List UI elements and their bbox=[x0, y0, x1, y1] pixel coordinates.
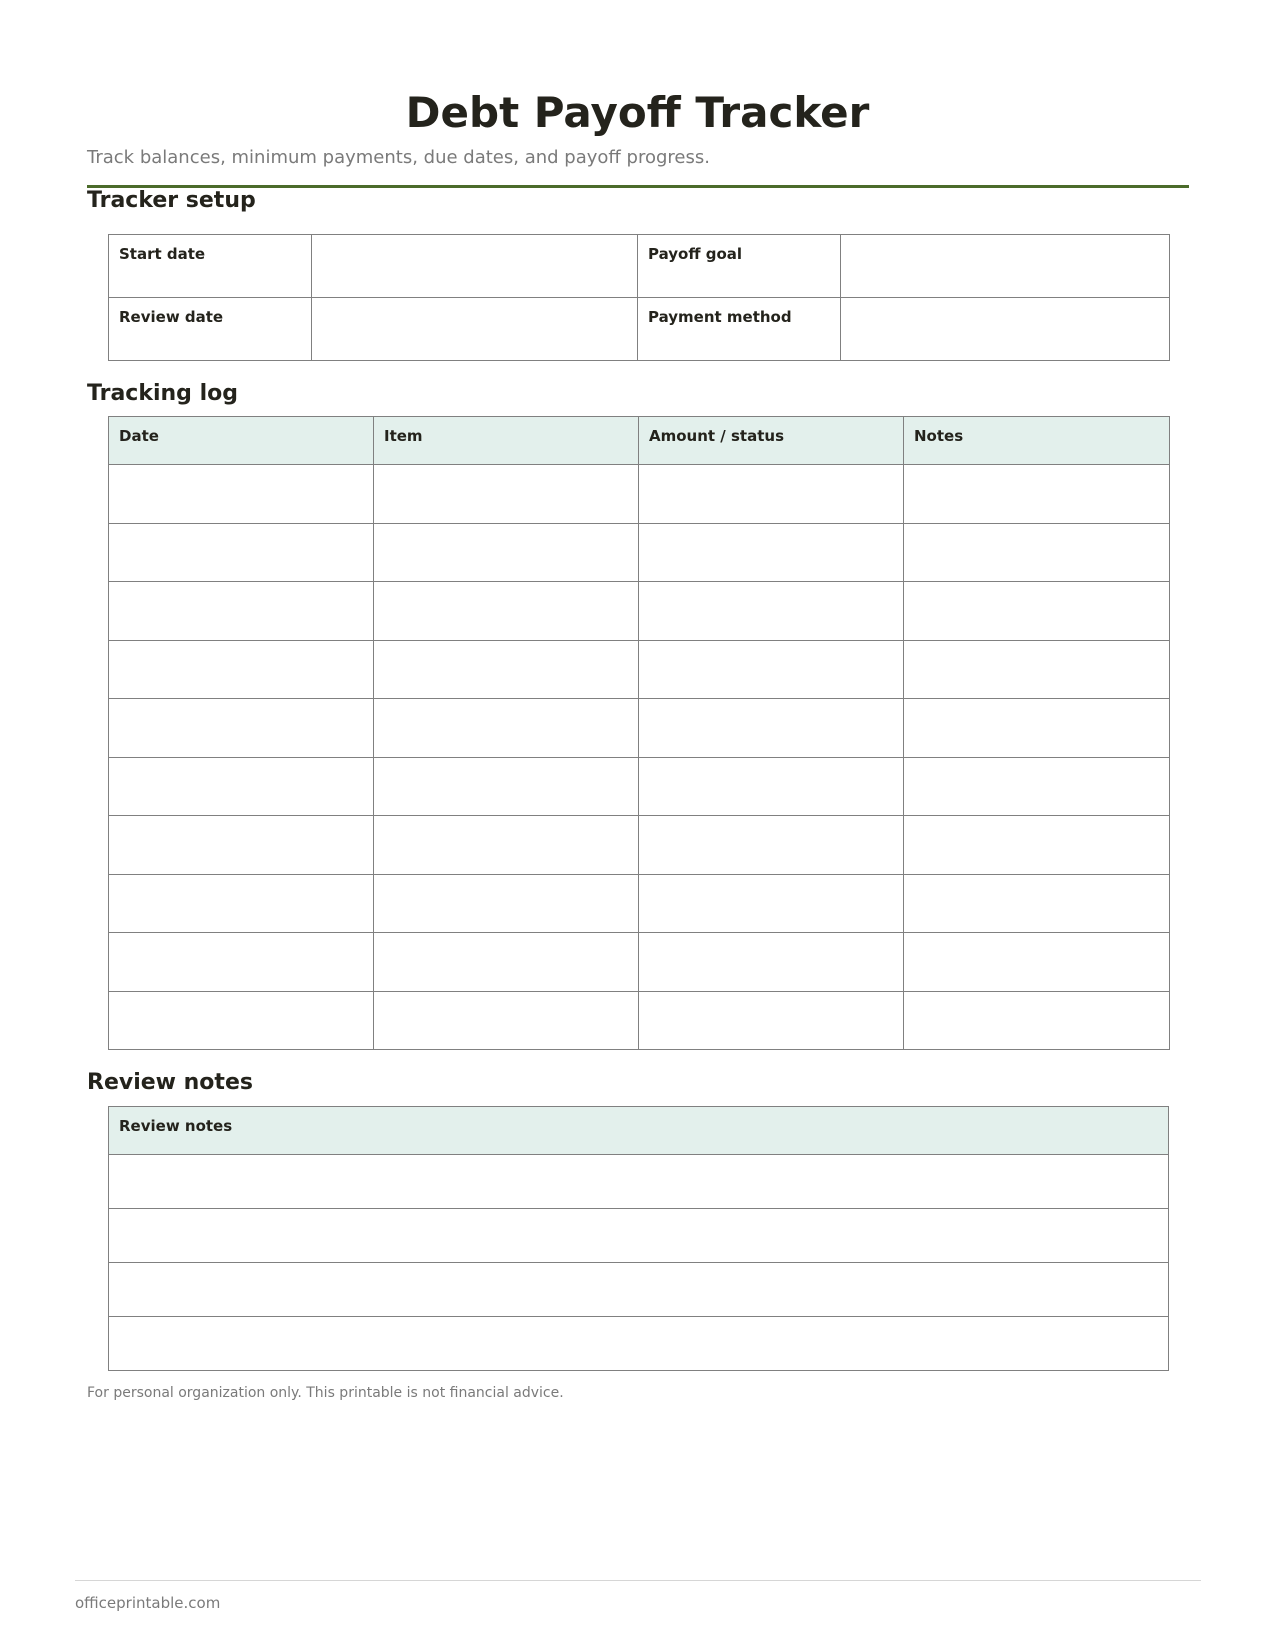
table-row bbox=[109, 465, 1170, 524]
review-notes-body bbox=[109, 1155, 1169, 1371]
amount-status-cell[interactable] bbox=[639, 933, 904, 992]
review-note-cell[interactable] bbox=[109, 1155, 1169, 1209]
column-header-review-notes: Review notes bbox=[109, 1107, 1169, 1155]
column-header-notes: Notes bbox=[904, 417, 1170, 465]
amount-status-cell[interactable] bbox=[639, 523, 904, 582]
table-row bbox=[109, 757, 1170, 816]
amount-status-cell[interactable] bbox=[639, 757, 904, 816]
notes-cell[interactable] bbox=[904, 874, 1170, 933]
table-row bbox=[109, 1317, 1169, 1371]
date-cell[interactable] bbox=[109, 699, 374, 758]
date-cell[interactable] bbox=[109, 816, 374, 875]
table-row bbox=[109, 874, 1170, 933]
amount-status-cell[interactable] bbox=[639, 874, 904, 933]
notes-cell[interactable] bbox=[904, 582, 1170, 641]
review-date-field[interactable] bbox=[312, 298, 638, 361]
item-cell[interactable] bbox=[374, 523, 639, 582]
notes-cell[interactable] bbox=[904, 523, 1170, 582]
page-title: Debt Payoff Tracker bbox=[405, 88, 870, 137]
notes-cell[interactable] bbox=[904, 699, 1170, 758]
review-notes-header-row bbox=[109, 1107, 1169, 1155]
payoff-goal-label: Payoff goal bbox=[638, 235, 841, 298]
setup-row bbox=[109, 235, 1170, 298]
table-row bbox=[109, 991, 1170, 1050]
item-cell[interactable] bbox=[374, 933, 639, 992]
date-cell[interactable] bbox=[109, 933, 374, 992]
date-cell[interactable] bbox=[109, 991, 374, 1050]
date-cell[interactable] bbox=[109, 523, 374, 582]
item-cell[interactable] bbox=[374, 816, 639, 875]
footer-divider bbox=[75, 1580, 1201, 1581]
table-row bbox=[109, 523, 1170, 582]
footer-site-name: officeprintable.com bbox=[75, 1594, 221, 1612]
tracking-log-header-row bbox=[109, 417, 1170, 465]
payoff-goal-field[interactable] bbox=[841, 235, 1170, 298]
start-date-label: Start date bbox=[109, 235, 312, 298]
column-header-amount-status: Amount / status bbox=[639, 417, 904, 465]
item-cell[interactable] bbox=[374, 640, 639, 699]
review-date-label: Review date bbox=[109, 298, 312, 361]
date-cell[interactable] bbox=[109, 640, 374, 699]
table-row bbox=[109, 1263, 1169, 1317]
start-date-field[interactable] bbox=[312, 235, 638, 298]
payment-method-field[interactable] bbox=[841, 298, 1170, 361]
item-cell[interactable] bbox=[374, 465, 639, 524]
date-cell[interactable] bbox=[109, 582, 374, 641]
payment-method-label: Payment method bbox=[638, 298, 841, 361]
notes-cell[interactable] bbox=[904, 933, 1170, 992]
tracker-setup-heading: Tracker setup bbox=[87, 188, 256, 213]
amount-status-cell[interactable] bbox=[639, 991, 904, 1050]
amount-status-cell[interactable] bbox=[639, 582, 904, 641]
notes-cell[interactable] bbox=[904, 465, 1170, 524]
review-note-cell[interactable] bbox=[109, 1263, 1169, 1317]
notes-cell[interactable] bbox=[904, 640, 1170, 699]
item-cell[interactable] bbox=[374, 991, 639, 1050]
review-notes-table bbox=[108, 1106, 1169, 1371]
date-cell[interactable] bbox=[109, 874, 374, 933]
column-header-item: Item bbox=[374, 417, 639, 465]
amount-status-cell[interactable] bbox=[639, 640, 904, 699]
item-cell[interactable] bbox=[374, 699, 639, 758]
table-row bbox=[109, 1155, 1169, 1209]
item-cell[interactable] bbox=[374, 757, 639, 816]
table-row bbox=[109, 640, 1170, 699]
notes-cell[interactable] bbox=[904, 757, 1170, 816]
tracking-log-table bbox=[108, 416, 1170, 1050]
table-row bbox=[109, 816, 1170, 875]
review-note-cell[interactable] bbox=[109, 1317, 1169, 1371]
review-note-cell[interactable] bbox=[109, 1209, 1169, 1263]
tracking-log-body bbox=[109, 465, 1170, 1050]
table-row bbox=[109, 582, 1170, 641]
tracking-log-heading: Tracking log bbox=[87, 381, 238, 406]
review-notes-heading: Review notes bbox=[87, 1070, 253, 1095]
amount-status-cell[interactable] bbox=[639, 699, 904, 758]
amount-status-cell[interactable] bbox=[639, 816, 904, 875]
setup-row bbox=[109, 298, 1170, 361]
date-cell[interactable] bbox=[109, 465, 374, 524]
notes-cell[interactable] bbox=[904, 991, 1170, 1050]
amount-status-cell[interactable] bbox=[639, 465, 904, 524]
disclaimer-text: For personal organization only. This printable is not financial advice. bbox=[87, 1385, 564, 1401]
table-row bbox=[109, 1209, 1169, 1263]
table-row bbox=[109, 699, 1170, 758]
table-row bbox=[109, 933, 1170, 992]
column-header-date: Date bbox=[109, 417, 374, 465]
item-cell[interactable] bbox=[374, 874, 639, 933]
notes-cell[interactable] bbox=[904, 816, 1170, 875]
page-subtitle: Track balances, minimum payments, due dates, and payoff progress. bbox=[87, 147, 710, 168]
item-cell[interactable] bbox=[374, 582, 639, 641]
date-cell[interactable] bbox=[109, 757, 374, 816]
tracker-setup-table bbox=[108, 234, 1170, 361]
